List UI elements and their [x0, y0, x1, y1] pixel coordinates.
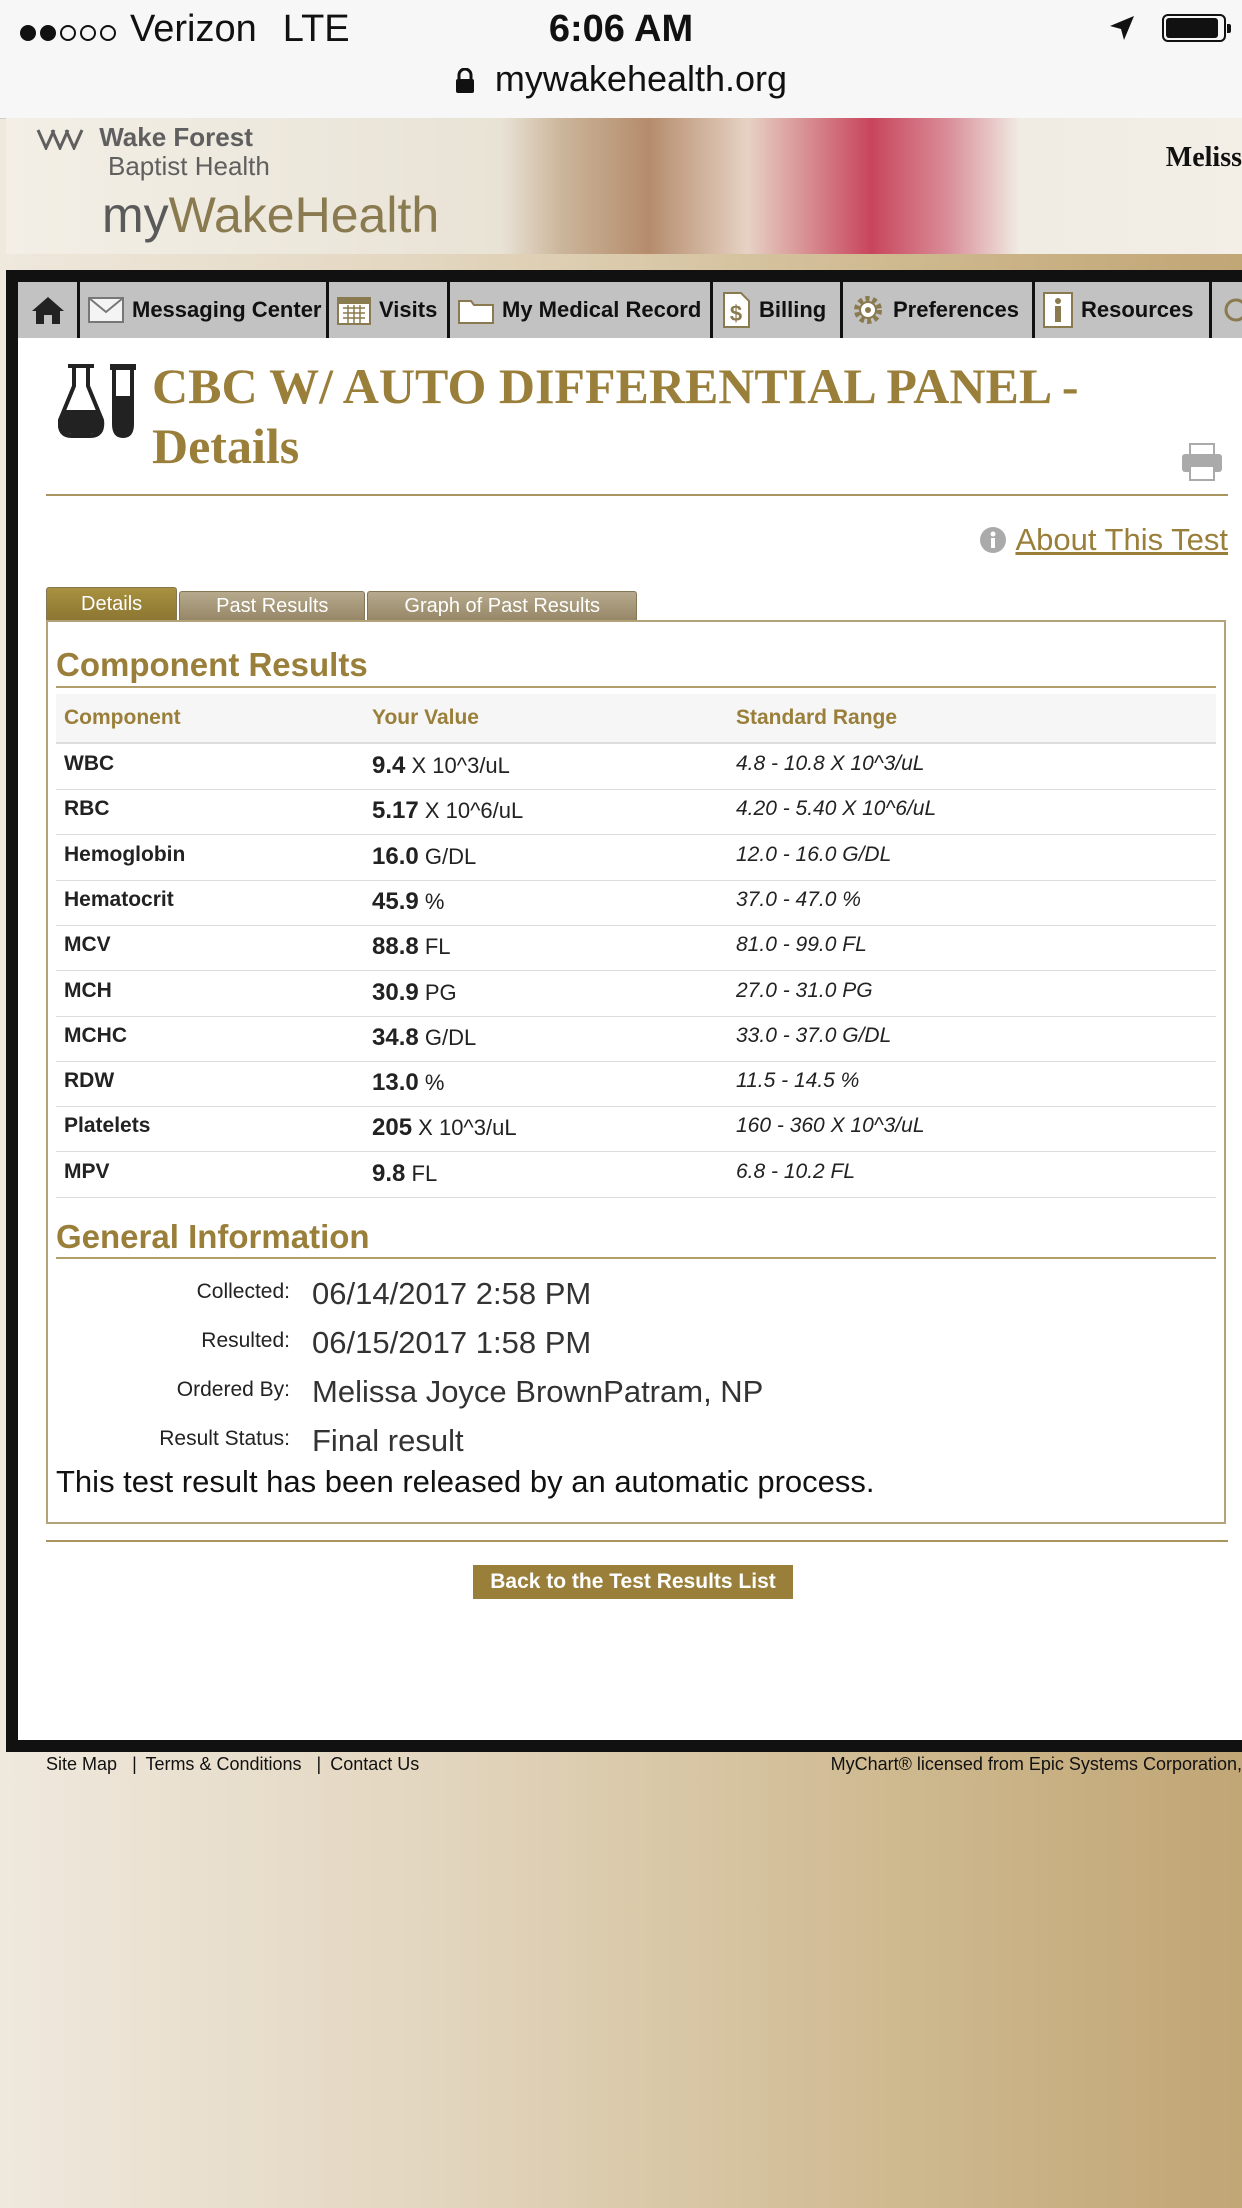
- url-text: mywakehealth.org: [494, 58, 788, 99]
- network-type: LTE: [282, 8, 350, 50]
- value-unit: G/DL: [424, 1024, 477, 1050]
- value-unit: %: [424, 1070, 445, 1096]
- lock-icon: [455, 68, 475, 94]
- standard-range: 4.20 - 5.40 X 10^6/uL: [736, 797, 937, 821]
- your-value: [372, 888, 444, 916]
- standard-range: 37.0 - 47.0 %: [736, 887, 861, 911]
- col-your-value: Your Value: [372, 706, 479, 729]
- calendar-icon: [337, 295, 371, 325]
- results-table-header: [56, 694, 1216, 744]
- nav-messaging-center[interactable]: [80, 282, 329, 338]
- value-number: 88.8: [372, 933, 419, 961]
- your-value: [372, 1024, 476, 1052]
- component-name: Hemoglobin: [64, 842, 186, 866]
- footer-separator: |: [132, 1754, 137, 1774]
- resulted-label: Resulted:: [201, 1329, 290, 1352]
- standard-range: 160 - 360 X 10^3/uL: [736, 1114, 925, 1138]
- org-name: Wake Forest: [99, 122, 253, 152]
- nav-label: My Medical Record: [502, 297, 702, 322]
- footer-separator: |: [316, 1754, 322, 1774]
- component-name: RBC: [64, 797, 110, 821]
- value-number: 205: [372, 1114, 413, 1142]
- table-row: [56, 1016, 1216, 1062]
- result-status-label: Result Status:: [159, 1427, 290, 1450]
- clock: 6:06 AM: [548, 8, 694, 50]
- component-results-heading: Component Results: [56, 646, 368, 683]
- component-name: WBC: [64, 752, 115, 775]
- result-tabs: [46, 586, 639, 620]
- table-row: [56, 1106, 1216, 1152]
- component-name: MPV: [64, 1159, 110, 1183]
- value-unit: %: [424, 888, 445, 914]
- org-subname: Baptist Health: [108, 151, 270, 181]
- nav-billing[interactable]: [713, 282, 843, 338]
- footer-site-map[interactable]: Site Map: [46, 1754, 118, 1774]
- portal-prefix: my: [102, 187, 169, 243]
- auto-release-note: This test result has been released by an automatic process.: [56, 1464, 875, 1499]
- nav-label: Preferences: [893, 297, 1019, 322]
- your-value: [372, 797, 523, 825]
- collected-label: Collected:: [196, 1280, 290, 1303]
- ordered-by-label: Ordered By:: [176, 1378, 290, 1401]
- gear-icon: [851, 293, 885, 327]
- component-name: RDW: [64, 1069, 115, 1093]
- standard-range: 81.0 - 99.0 FL: [736, 933, 867, 957]
- component-name: MCHC: [64, 1023, 127, 1047]
- value-number: 13.0: [372, 1069, 419, 1097]
- table-row: [56, 744, 1216, 790]
- ordered-by-value: Melissa Joyce BrownPatram, NP: [312, 1374, 764, 1409]
- nav-visits[interactable]: [329, 282, 450, 338]
- value-unit: X 10^3/uL: [418, 1115, 517, 1141]
- main-nav: [18, 282, 1242, 338]
- info-icon: [1043, 292, 1073, 328]
- about-link-text: About This Test: [1015, 522, 1228, 557]
- bottom-divider: [46, 1540, 1228, 1542]
- nav-label: Billing: [759, 297, 827, 322]
- svg-text:$: $: [729, 301, 743, 326]
- page-title: CBC W/ AUTO DIFFERENTIAL PANEL - Details: [152, 358, 1079, 474]
- value-number: 30.9: [372, 978, 419, 1006]
- status-icons: [1108, 14, 1226, 42]
- col-standard-range: Standard Range: [736, 706, 898, 729]
- component-name: Platelets: [64, 1114, 151, 1138]
- your-value: [372, 1114, 517, 1142]
- value-unit: FL: [411, 1160, 438, 1186]
- footer-links: [46, 1754, 423, 1775]
- col-component: Component: [64, 706, 181, 729]
- nav-label: Messaging Center: [132, 297, 322, 322]
- table-row: [56, 1061, 1216, 1107]
- footer-terms[interactable]: Terms & Conditions: [145, 1754, 302, 1774]
- value-number: 16.0: [372, 842, 419, 870]
- your-value: [372, 933, 451, 961]
- nav-label: Resources: [1081, 297, 1194, 322]
- info-circle-icon: [979, 526, 1007, 554]
- standard-range: 12.0 - 16.0 G/DL: [736, 842, 892, 866]
- standard-range: 11.5 - 14.5 %: [736, 1069, 860, 1093]
- value-number: 9.4: [372, 752, 406, 779]
- your-value: [372, 1069, 444, 1097]
- home-icon: [30, 294, 66, 326]
- footer-contact[interactable]: Contact Us: [330, 1754, 420, 1774]
- result-status-value: Final result: [312, 1423, 464, 1458]
- value-unit: G/DL: [424, 843, 477, 869]
- folder-icon: [458, 296, 494, 324]
- nav-label: Visits: [379, 297, 438, 322]
- nav-preferences[interactable]: [843, 282, 1035, 338]
- value-number: 5.17: [372, 797, 419, 825]
- value-unit: PG: [424, 979, 457, 1005]
- value-number: 34.8: [372, 1023, 419, 1051]
- title-divider: [46, 494, 1228, 496]
- back-to-results-button[interactable]: Back to the Test Results List: [473, 1565, 793, 1599]
- about-this-test-link[interactable]: [979, 522, 1228, 558]
- component-name: Hematocrit: [64, 887, 174, 911]
- resulted-value: 06/15/2017 1:58 PM: [312, 1325, 592, 1360]
- search-icon: [1218, 295, 1242, 325]
- footer-license: MyChart® licensed from Epic Systems Corporation,: [830, 1754, 1242, 1774]
- value-unit: X 10^6/uL: [424, 798, 524, 824]
- standard-range: 6.8 - 10.2 FL: [736, 1159, 856, 1183]
- dollar-icon: [721, 292, 751, 328]
- lab-flask-icon: [58, 360, 138, 440]
- tab-graph-past-results[interactable]: Graph of Past Results: [367, 591, 637, 620]
- table-row: [56, 971, 1216, 1017]
- tab-past-results[interactable]: Past Results: [179, 591, 365, 620]
- header-banner: [6, 118, 1242, 254]
- section-divider: [56, 1257, 1216, 1259]
- value-unit: FL: [424, 934, 451, 960]
- your-value: [372, 979, 457, 1007]
- value-number: 45.9: [372, 887, 419, 915]
- nav-home[interactable]: [18, 282, 80, 338]
- general-information-heading: General Information: [56, 1218, 370, 1255]
- table-row: [56, 925, 1216, 971]
- wf-mark-icon: [36, 128, 92, 150]
- portal-logo[interactable]: [102, 186, 439, 244]
- print-icon[interactable]: [1180, 442, 1224, 482]
- table-row: [56, 835, 1216, 881]
- component-name: MCH: [64, 978, 112, 1002]
- standard-range: 27.0 - 31.0 PG: [736, 978, 873, 1002]
- battery-icon: [1162, 14, 1226, 42]
- ios-status-bar: [0, 0, 1242, 119]
- table-row: [56, 1152, 1216, 1198]
- tab-details[interactable]: Details: [46, 587, 177, 620]
- table-row: [56, 789, 1216, 835]
- component-name: MCV: [64, 933, 111, 957]
- address-bar[interactable]: [0, 58, 1242, 100]
- nav-my-medical-record[interactable]: [450, 282, 713, 338]
- user-name: Meliss: [1165, 142, 1242, 173]
- location-arrow-icon: [1108, 14, 1136, 42]
- table-row: [56, 880, 1216, 926]
- standard-range: 33.0 - 37.0 G/DL: [736, 1023, 892, 1047]
- collected-value: 06/14/2017 2:58 PM: [312, 1276, 592, 1311]
- wake-forest-logo[interactable]: [36, 122, 270, 182]
- your-value: [372, 843, 476, 871]
- section-divider: [56, 686, 1216, 688]
- nav-more[interactable]: [1212, 282, 1242, 338]
- standard-range: 4.8 - 10.8 X 10^3/uL: [736, 752, 925, 775]
- envelope-icon: [88, 297, 124, 323]
- your-value: [372, 752, 510, 780]
- portal-name: WakeHealth: [168, 187, 440, 243]
- value-unit: X 10^3/uL: [411, 753, 510, 778]
- your-value: [372, 1160, 437, 1188]
- value-number: 9.8: [372, 1159, 406, 1187]
- carrier-name: Verizon: [130, 8, 257, 50]
- nav-resources[interactable]: [1035, 282, 1212, 338]
